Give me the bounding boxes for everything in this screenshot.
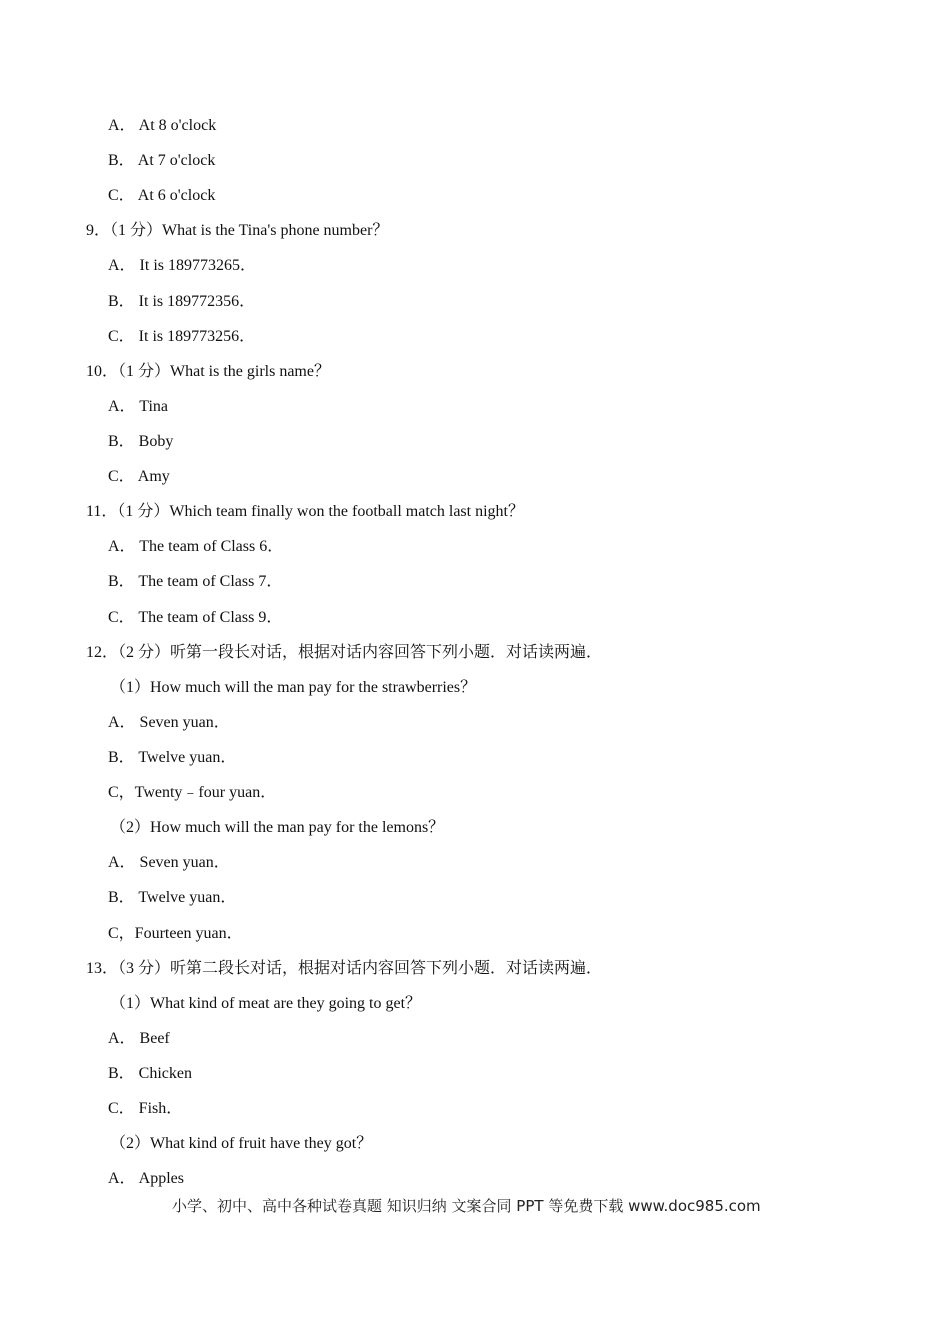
q12-sub1-option-b: B． Twelve yuan． [108,749,237,766]
q12-sub2-option-b: B． Twelve yuan． [108,889,237,906]
q13-sub2-stem: （2）What kind of fruit have they got？ [110,1135,373,1152]
q9-option-a: A． It is 189773265． [108,257,257,274]
q12-stem: 12．（2 分）听第一段长对话，根据对话内容回答下列小题．对话读两遍． [86,644,603,661]
q8-option-b: B． At 7 o'clock [108,152,216,169]
q12-sub1-stem: （1）How much will the man pay for the strawberries？ [110,679,477,696]
q9-stem: 9．（1 分）What is the Tina's phone number？ [86,222,389,239]
q13-sub1-option-c: C． Fish． [108,1100,183,1117]
footer-watermark-text: 小学、初中、高中各种试卷真题 知识归纳 文案合同 PPT 等免费下载 www.doc985.com [172,1197,761,1215]
q13-sub1-option-b: B． Chicken [108,1065,192,1082]
q12-sub2-stem: （2）How much will the man pay for the lemons？ [110,819,445,836]
q11-option-a: A． The team of Class 6． [108,538,284,555]
q10-option-c: C． Amy [108,468,170,485]
q9-option-c: C． It is 189773256． [108,328,256,345]
q11-option-b: B． The team of Class 7． [108,573,283,590]
q12-sub1-option-c: C，Twenty﹣four yuan． [108,784,277,801]
q12-sub1-option-a: A． Seven yuan． [108,714,230,731]
q12-sub2-option-c: C，Fourteen yuan． [108,925,243,942]
q10-option-b: B． Boby [108,433,174,450]
q8-option-c: C． At 6 o'clock [108,187,216,204]
q8-option-a: A． At 8 o'clock [108,117,217,134]
q12-sub2-option-a: A． Seven yuan． [108,854,230,871]
q10-option-a: A． Tina [108,398,169,415]
q13-sub1-option-a: A． Beef [108,1030,170,1047]
q11-stem: 11．（1 分）Which team finally won the football match last night？ [86,503,524,520]
q13-stem: 13．（3 分）听第二段长对话，根据对话内容回答下列小题．对话读两遍． [86,960,603,977]
q10-stem: 10．（1 分）What is the girls name？ [86,363,330,380]
q13-sub2-option-a: A． Apples [108,1170,185,1187]
q9-option-b: B． It is 189772356． [108,293,256,310]
q11-option-c: C． The team of Class 9． [108,609,283,626]
q13-sub1-stem: （1）What kind of meat are they going to get？ [110,995,422,1012]
